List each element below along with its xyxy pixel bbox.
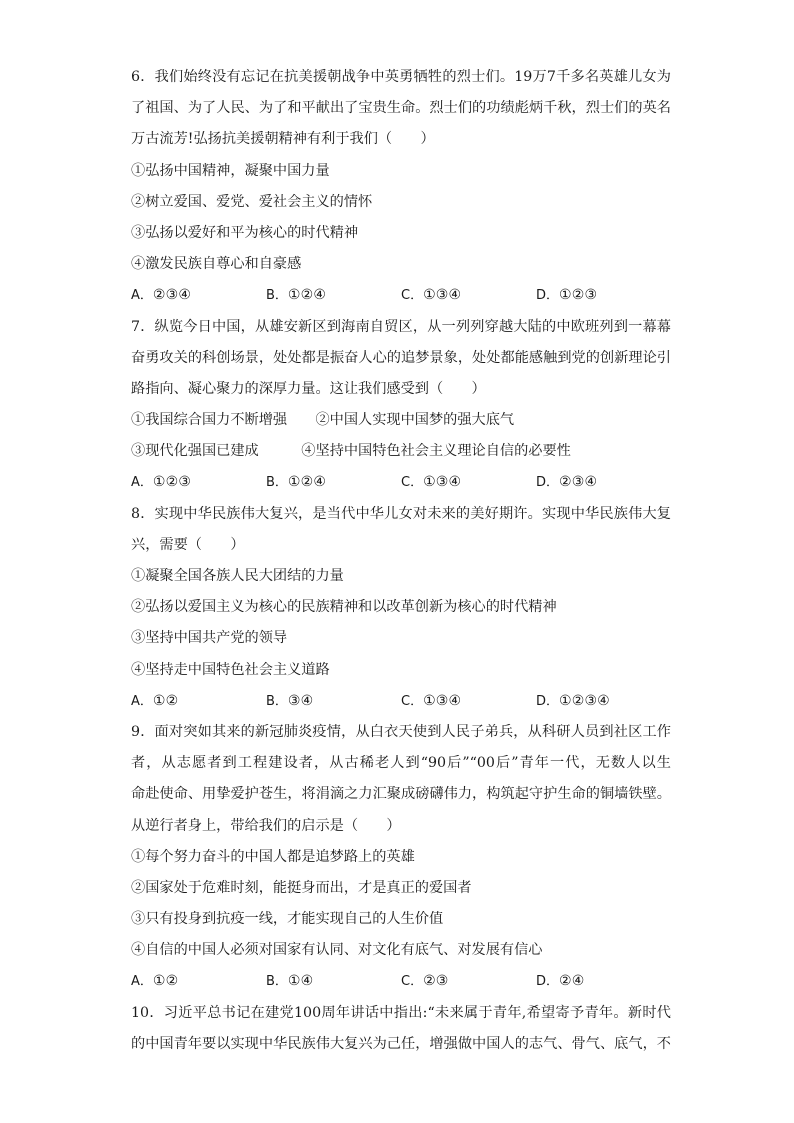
option-d[interactable] bbox=[536, 686, 671, 717]
question-8 bbox=[131, 499, 671, 717]
option-text: ①②③ bbox=[559, 287, 598, 304]
option-text: ①② bbox=[152, 692, 179, 709]
question-7 bbox=[131, 312, 671, 499]
option-text: ①②③④ bbox=[559, 692, 610, 709]
question-stem-line: 命赴使命、用挚爱护苍生，将涓滴之力汇聚成磅礴伟力，构筑起守护生命的铜墙铁壁。 bbox=[131, 786, 671, 803]
option-a[interactable] bbox=[131, 966, 266, 997]
option-b[interactable] bbox=[266, 467, 401, 498]
option-text: ①③④ bbox=[423, 287, 462, 304]
statement: ③只有投身到抗疫一线，才能实现自己的人生价值 bbox=[131, 911, 444, 928]
option-a[interactable] bbox=[131, 686, 266, 717]
question-stem-line: 10．习近平总书记在建党100周年讲话中指出:“未来属于青年,希望寄予青年。新时代 bbox=[131, 1004, 671, 1021]
option-letter: B． bbox=[266, 693, 288, 709]
option-d[interactable] bbox=[536, 467, 671, 498]
answer-options bbox=[131, 966, 671, 997]
question-stem-line: 的中国青年要以实现中华民族伟大复兴为己任，增强做中国人的志气、骨气、底气，不 bbox=[131, 1035, 671, 1052]
statement: ①弘扬中国精神，凝聚中国力量 bbox=[131, 162, 330, 179]
option-letter: A． bbox=[131, 288, 153, 304]
option-letter: C． bbox=[401, 475, 424, 491]
statement: ④自信的中国人必须对国家有认同、对文化有底气、对发展有信心 bbox=[131, 942, 543, 959]
option-text: ①② bbox=[152, 973, 179, 990]
answer-options bbox=[131, 467, 671, 498]
option-letter: B． bbox=[266, 974, 288, 990]
option-letter: C． bbox=[401, 693, 424, 709]
question-stem-line: 8．实现中华民族伟大复兴，是当代中华儿女对未来的美好期许。实现中华民族伟大复 bbox=[131, 505, 671, 522]
exam-page bbox=[131, 62, 671, 1060]
option-letter: C． bbox=[401, 288, 424, 304]
option-text: ③④ bbox=[287, 692, 314, 709]
option-letter: A． bbox=[131, 475, 153, 491]
option-letter: A． bbox=[131, 974, 153, 990]
question-stem-line: 了祖国、为了人民、为了和平献出了宝贵生命。烈士们的功绩彪炳千秋，烈士们的英名 bbox=[131, 100, 671, 117]
option-text: ②③④ bbox=[559, 474, 598, 491]
option-text: ①②④ bbox=[287, 287, 327, 304]
question-6 bbox=[131, 62, 671, 312]
statement: ②弘扬以爱国主义为核心的民族精神和以改革创新为核心的时代精神 bbox=[131, 599, 557, 616]
option-b[interactable] bbox=[266, 966, 401, 997]
option-letter: D． bbox=[536, 974, 560, 990]
statement: ③弘扬以爱好和平为核心的时代精神 bbox=[131, 224, 359, 241]
statement: ①每个努力奋斗的中国人都是追梦路上的英雄 bbox=[131, 848, 415, 865]
question-stem-line: 9．面对突如其来的新冠肺炎疫情，从白衣天使到人民子弟兵，从科研人员到社区工作 bbox=[131, 723, 671, 740]
option-text: ①②④ bbox=[287, 474, 327, 491]
question-stem-line: 万古流芳!弘扬抗美援朝精神有利于我们（ ） bbox=[131, 131, 435, 148]
question-stem-line: 者，从志愿者到工程建设者，从古稀老人到“90后”“00后”青年一代，无数人以生 bbox=[131, 755, 671, 772]
question-10 bbox=[131, 998, 671, 1060]
statement: ①凝聚全国各族人民大团结的力量 bbox=[131, 568, 344, 584]
option-letter: D． bbox=[536, 693, 560, 709]
answer-options bbox=[131, 686, 671, 717]
statement: ③坚持中国共产党的领导 bbox=[131, 630, 288, 647]
option-text: ①③④ bbox=[423, 474, 462, 491]
question-9 bbox=[131, 717, 671, 998]
option-d[interactable] bbox=[536, 280, 671, 311]
option-text: ①②③ bbox=[152, 474, 192, 491]
option-text: ②③ bbox=[423, 973, 449, 990]
option-letter: B． bbox=[266, 475, 288, 491]
option-letter: A． bbox=[131, 693, 153, 709]
statement: ②国家处于危难时刻，能挺身而出，才是真正的爱国者 bbox=[131, 879, 472, 896]
statement: ④激发民族自尊心和自豪感 bbox=[131, 256, 302, 273]
option-text: ①④ bbox=[287, 973, 314, 990]
question-stem-line: 奋勇攻关的科创场景，处处都是振奋人心的追梦景象，处处都能感触到党的创新理论引 bbox=[131, 349, 671, 366]
option-letter: D． bbox=[536, 475, 560, 491]
option-c[interactable] bbox=[401, 966, 536, 997]
statement: ①我国综合国力不断增强 ②中国人实现中国梦的强大底气 bbox=[131, 412, 515, 429]
question-stem-line: 兴，需要（ ） bbox=[131, 536, 245, 553]
option-b[interactable] bbox=[266, 280, 401, 311]
option-letter: C． bbox=[401, 974, 424, 990]
option-c[interactable] bbox=[401, 467, 536, 498]
option-letter: D． bbox=[536, 288, 560, 304]
option-a[interactable] bbox=[131, 280, 266, 311]
statement: ②树立爱国、爱党、爱社会主义的情怀 bbox=[131, 193, 373, 210]
question-stem-line: 路指向、凝心聚力的深厚力量。这让我们感受到（ ） bbox=[131, 380, 486, 397]
option-a[interactable] bbox=[131, 467, 266, 498]
statement: ④坚持走中国特色社会主义道路 bbox=[131, 661, 330, 678]
option-text: ①③④ bbox=[423, 692, 462, 709]
option-text: ②③④ bbox=[152, 287, 192, 304]
option-letter: B． bbox=[266, 288, 288, 304]
option-d[interactable] bbox=[536, 966, 671, 997]
question-stem-line: 从逆行者身上，带给我们的启示是（ ） bbox=[131, 817, 401, 834]
option-text: ②④ bbox=[559, 973, 585, 990]
statement: ③现代化强国已建成 ④坚持中国特色社会主义理论自信的必要性 bbox=[131, 443, 571, 460]
answer-options bbox=[131, 280, 671, 311]
question-stem-line: 6．我们始终没有忘记在抗美援朝战争中英勇牺牲的烈士们。19万7千多名英雄儿女为 bbox=[131, 69, 671, 85]
option-c[interactable] bbox=[401, 280, 536, 311]
question-stem-line: 7．纵览今日中国，从雄安新区到海南自贸区，从一列列穿越大陆的中欧班列到一幕幕 bbox=[131, 318, 671, 335]
option-c[interactable] bbox=[401, 686, 536, 717]
option-b[interactable] bbox=[266, 686, 401, 717]
